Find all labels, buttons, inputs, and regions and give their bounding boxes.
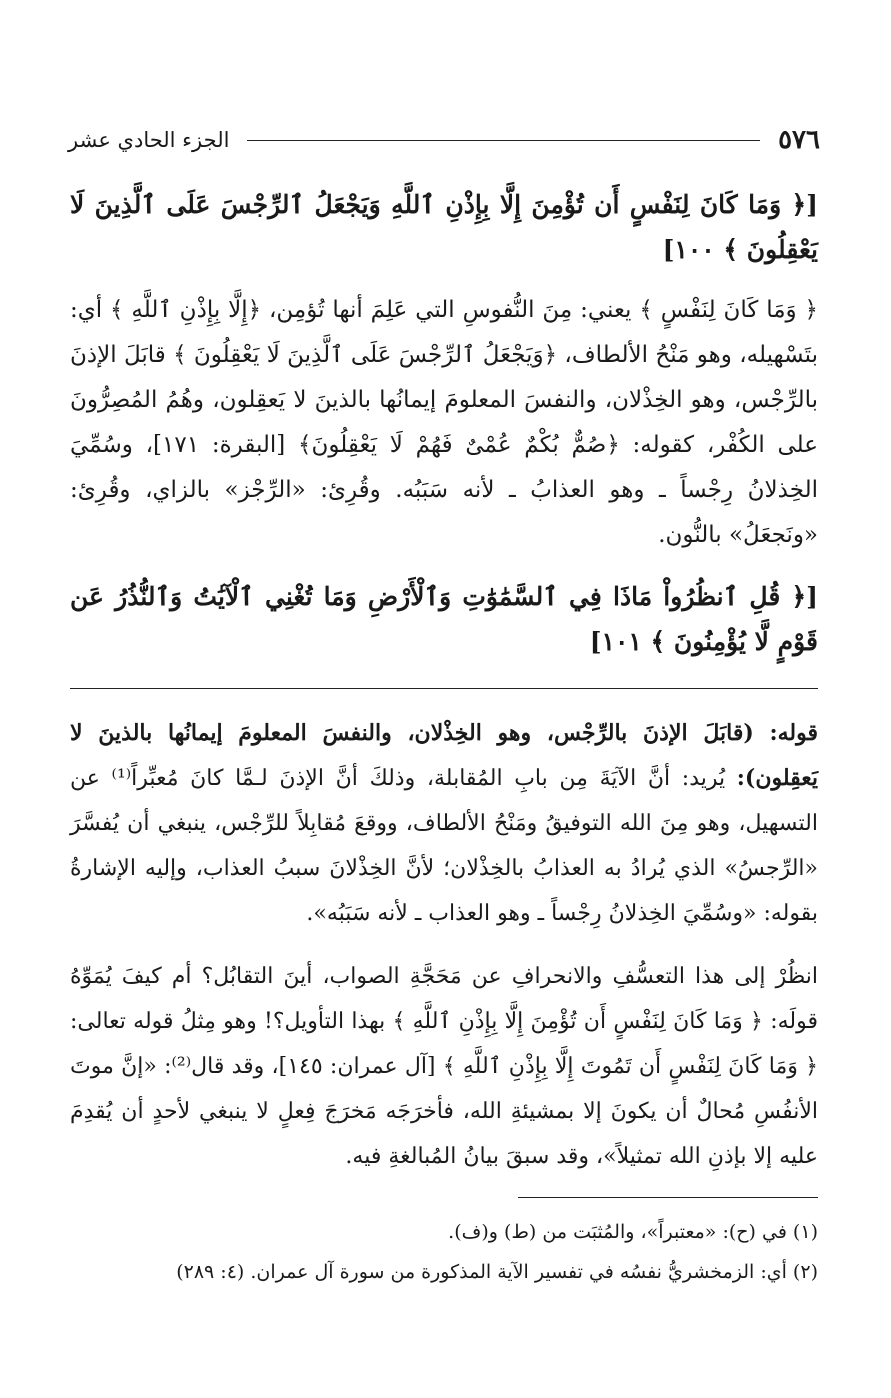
footnote-rule [518, 1197, 818, 1198]
gloss-text: انظُرْ إلى هذا التعسُّفِ والانحرافِ عن مَحَجَّةِ الصواب، أينَ التقابُل؟ أم كيفَ يُمَوِّهُ قولَه: ﴿ وَمَا كَانَ لِنَفْسٍ أَن تُؤْمِنَ إِلَّا بِإِذْنِ ٱللَّهِ ﴾ بهذا التأويل؟! وهو مِثلُ قوله تعالى: ﴿ وَمَا كَانَ لِنَفْسٍ أَن تَمُوتَ إِلَّا بِإِذْنِ ٱللَّهِ ﴾ [آل عمران: ١٤٥]، وقد قال⁽²⁾: «إنَّ موتَ الأنفُسِ مُحالٌ أن يكونَ إلا بمشيئةِ الله، فأخرَجَه مَخرَجَ فِعلٍ لا ينبغي لأحدٍ أن يُقدِمَ عليه إلا بإذنِ الله تمثيلاً»، وقد سبقَ بيانُ المُبالغةِ فيه. [70, 964, 819, 1169]
gloss-text: يُريد: أنَّ الآيَةَ مِن بابِ المُقابلة، وذلكَ أنَّ الإذنَ لـمَّا كانَ مُعبِّراً⁽¹⁾ عن التسهيل، وهو مِنَ الله التوفيقُ ومَنْحُ الألطاف، ووقعَ مُقابِلاً للرِّجْس، ينبغي أن يُفسَّرَ «الرِّجسُ» الذي يُرادُ به العذابُ بالخِذْلان؛ لأنَّ الخِذْلانَ سببُ العذاب، وإليه الإشارةُ بقوله: «وسُمِّيَ الخِذلانُ رِجْساً ـ وهو العذاب ـ لأنه سَبَبُه». [70, 766, 818, 926]
gloss-paragraph [70, 711, 818, 936]
running-title: الجزء الحادي عشر [68, 128, 230, 152]
gloss-paragraph [70, 954, 818, 1179]
gloss-lead: قوله: (قابَلَ الإذنَ بالرِّجْس، وهو الخِذْلان، والنفسَ المعلومَ إيمانُها بالذينَ لا يَعقِلون): [70, 720, 818, 791]
quran-verse-100: [﴿ وَمَا كَانَ لِنَفْسٍ أَن تُؤْمِنَ إِلَّا بِإِذْنِ ٱللَّهِ وَيَجْعَلُ ٱلرِّجْسَ عَلَى ٱلَّذِينَ لَا يَعْقِلُونَ ﴾ ١٠٠] [70, 190, 818, 264]
section-divider [70, 688, 818, 689]
commentary-paragraph: ﴿ وَمَا كَانَ لِنَفْسٍ ﴾ يعني: مِنَ النُّفوسِ التي عَلِمَ أنها تُؤمِن، ﴿إِلَّا بِإِذْنِ ٱللَّهِ ﴾ أي: بتَسْهيله، وهو مَنْحُ الألطاف، ﴿وَيَجْعَلُ ٱلرِّجْسَ عَلَى ٱلَّذِينَ لَا يَعْقِلُونَ ﴾ قابَلَ الإذنَ بالرِّجْس، وهو الخِذْلان، والنفسَ المعلومَ إيمانُها بالذينَ لا يَعقِلون، وهُمُ المُصِرُّونَ على الكُفْر، كقوله: ﴿صُمٌّ بُكْمٌ عُمْىٌ فَهُمْ لَا يَعْقِلُونَ﴾ [البقرة: ١٧١]، وسُمِّيَ الخِذلانُ رِجْساً ـ وهو العذابُ ـ لأنه سَبَبُه. وقُرِئ: «الرِّجْز» بالزاي، وقُرِئ: «ونَجعَلُ» بالنُّون. [70, 297, 818, 548]
main-text [70, 182, 818, 1292]
page-header [68, 118, 820, 162]
footnote: (١) في (ح): «معتبراً»، والمُثبَت من (ط) و(ف). [448, 1221, 818, 1243]
footnote: (٢) أي: الزمخشريُّ نفسُه في تفسير الآية المذكورة من سورة آل عمران. (٤: ٢٨٩) [176, 1261, 818, 1283]
page-number: ٥٧٦ [778, 125, 820, 155]
header-rule [247, 140, 760, 141]
quran-verse-101: [﴿ قُلِ ٱنظُرُواْ مَاذَا فِي ٱلسَّمَٰوَٰتِ وَٱلْأَرْضِ وَمَا تُغْنِي ٱلْآيَٰتُ وَٱلنُّذُرُ عَن قَوْمٍ لَّا يُؤْمِنُونَ ﴾ ١٠١] [70, 582, 818, 656]
